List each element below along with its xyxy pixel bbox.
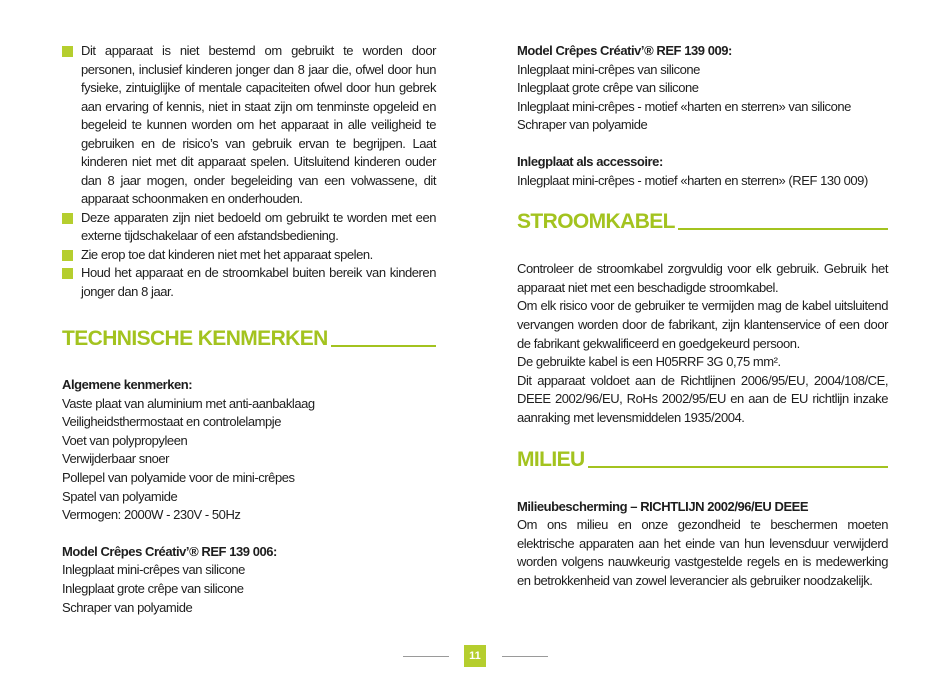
heading-rule — [331, 345, 436, 347]
cable-text-line: Dit apparaat voldoet aan de Richtlijnen 2006/95/EU, 2004/108/CE, DEEE 2002/96/EU, RoHs 2002/95/EU en aan de EU richtlijn inzake aanraking met levensmiddelen 1935/2004. — [517, 372, 888, 425]
square-bullet-icon — [62, 213, 73, 224]
list-item: Inlegplaat mini-crêpes - motief «harten en sterren» (REF 130 009) — [517, 172, 868, 188]
cable-text-line: Om elk risico voor de gebruiker te vermijden mag de kabel uitsluitend vervangen worden door de fabrikant, zijn klantenservice of een door de fabrikant gekwalificeerd en goedgekeurd persoon. — [517, 298, 888, 351]
square-bullet-icon — [62, 250, 73, 261]
square-bullet-icon — [62, 46, 73, 57]
section-heading-milieu — [517, 448, 888, 472]
milieu-block — [517, 498, 888, 591]
model-139009-title: Model Crêpes Créativ’® REF 139 009: — [517, 43, 732, 58]
list-item: Pollepel van polyamide voor de mini-crêpes — [62, 469, 295, 485]
accessory-specs — [517, 153, 888, 190]
section-heading-stroomkabel — [517, 210, 888, 234]
cable-text-line: De gebruikte kabel is een H05RRF 3G 0,75 mm². — [517, 354, 781, 370]
list-item — [62, 209, 436, 246]
left-column — [62, 42, 436, 617]
list-item — [62, 264, 436, 301]
section-heading-technische-kenmerken — [62, 327, 436, 351]
cable-paragraph — [517, 260, 888, 427]
list-item: Vermogen: 2000W - 230V - 50Hz — [62, 507, 241, 523]
list-item: Inlegplaat grote crêpe van silicone — [62, 580, 244, 596]
right-column — [517, 42, 888, 590]
bullet-text: Deze apparaten zijn niet bedoeld om gebruikt te worden met een externe tijdschakelaar of een afstandsbediening. — [81, 209, 436, 243]
general-specs-title: Algemene kenmerken: — [62, 377, 193, 392]
list-item: Inlegplaat mini-crêpes van silicone — [517, 61, 700, 77]
list-item: Schraper van polyamide — [517, 117, 648, 133]
footer-rule-right — [502, 656, 548, 657]
list-item: Verwijderbaar snoer — [62, 451, 170, 467]
safety-bullet-list — [62, 42, 436, 301]
heading-text: MILIEU — [517, 447, 585, 471]
cable-text-line: Controleer de stroomkabel zorgvuldig voor elk gebruik. Gebruik het apparaat niet met een beschadigde stroomkabel. — [517, 261, 888, 295]
list-item: Inlegplaat grote crêpe van silicone — [517, 80, 699, 96]
bullet-text: Zie erop toe dat kinderen niet met het apparaat spelen. — [81, 246, 373, 262]
bullet-text: Houd het apparaat en de stroomkabel buiten bereik van kinderen jonger dan 8 jaar. — [81, 265, 436, 299]
list-item: Veiligheidsthermostaat en controlelampje — [62, 414, 282, 430]
list-item: Inlegplaat mini-crêpes van silicone — [62, 562, 245, 578]
model-139006-title: Model Crêpes Créativ’® REF 139 006: — [62, 543, 277, 559]
list-item: Spatel van polyamide — [62, 488, 178, 504]
general-specs — [62, 376, 436, 525]
list-item: Voet van polypropyleen — [62, 432, 188, 448]
page-footer — [0, 645, 950, 667]
bullet-text: Dit apparaat is niet bestemd om gebruikt te worden door personen, inclusief kinderen jonger dan 8 jaar die, ofwel door hun fysieke, zintuiglijke of mentale capaciteiten ofwel door hun gebrek aan ervaring of kennis, niet in staat zijn om tenminste opgeleid en begeleid te kunnen worden om het apparaat in alle veiligheid te gebruiken en de risico’s van gebruik ervan te begrijpen. Laat kinderen niet met dit apparaat spelen. Uitsluitend kinderen ouder dan 8 jaar mogen, onder begeleiding van een volwassene, dit apparaat schoonmaken en onderhouden. — [81, 43, 436, 206]
heading-rule — [588, 466, 888, 468]
list-item — [62, 42, 436, 209]
footer-rule-left — [403, 656, 449, 657]
heading-rule — [678, 228, 888, 230]
milieu-text: Om ons milieu en onze gezondheid te beschermen moeten elektrische apparaten aan het einde van hun levensduur verwijderd worden volgens nauwkeurig vastgestelde regels en is medewerking en betrokkenheid van zowel leverancier als gebruiker noodzakelijk. — [517, 517, 888, 588]
milieu-subtitle: Milieubescherming – RICHTLIJN 2002/96/EU DEEE — [517, 498, 809, 514]
model-139009-specs — [517, 42, 888, 135]
accessory-title: Inlegplaat als accessoire: — [517, 153, 663, 169]
list-item — [62, 246, 436, 265]
list-item: Vaste plaat van aluminium met anti-aanbaklaag — [62, 395, 315, 411]
heading-text: TECHNISCHE KENMERKEN — [62, 327, 328, 350]
square-bullet-icon — [62, 268, 73, 279]
heading-text: STROOMKABEL — [517, 210, 675, 234]
list-item: Schraper van polyamide — [62, 599, 193, 615]
model-139006-specs — [62, 543, 436, 617]
page-number: 11 — [464, 645, 486, 667]
list-item: Inlegplaat mini-crêpes - motief «harten en sterren» van silicone — [517, 98, 851, 114]
